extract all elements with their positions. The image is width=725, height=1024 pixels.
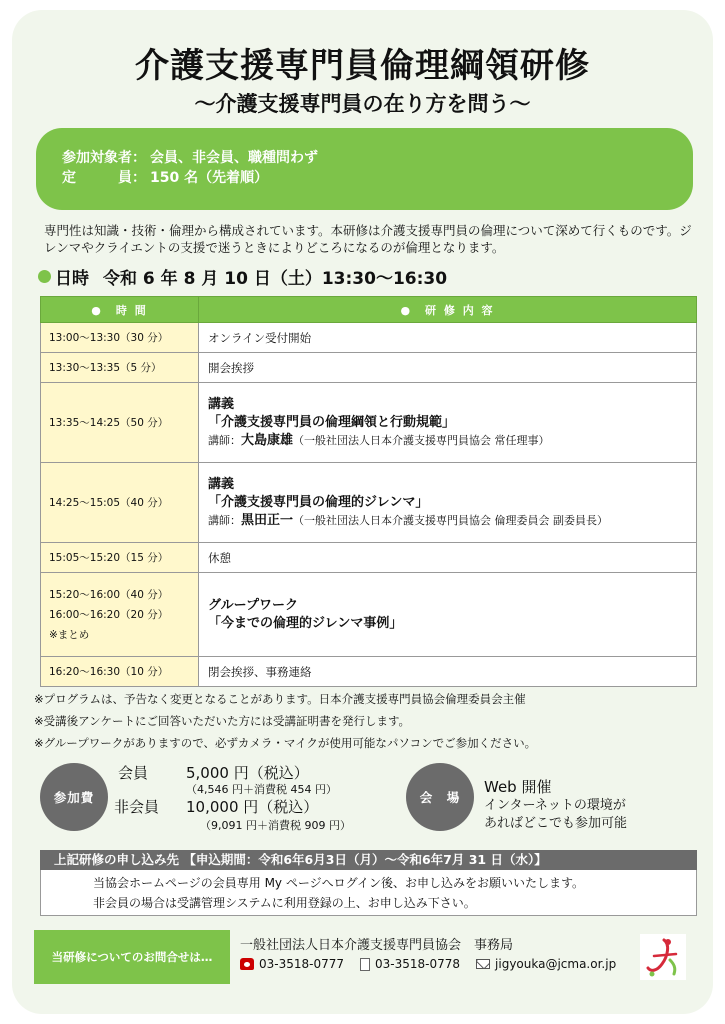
date-label: 日時 xyxy=(55,269,89,289)
venue-sub-line: あればどこでも参加可能 xyxy=(484,816,628,831)
note-item: ※グループワークがありますので、必ずカメラ・マイクが使用可能なパソコンでご参加ください。 xyxy=(34,736,537,750)
content-cell: 開会挨拶 xyxy=(199,353,697,383)
table-row xyxy=(41,463,697,543)
member-fee-breakdown: （4,546 円＋消費税 454 円） xyxy=(186,783,337,796)
time-cell: 16:20～16:30（10 分） xyxy=(41,657,199,687)
date-value: 令和 6 年 8 月 10 日（土）13:30～16:30 xyxy=(103,269,448,289)
fax-item xyxy=(360,957,460,971)
session-topic: 「今までの倫理的ジレンマ事例」 xyxy=(208,615,403,631)
apply-line: 当協会ホームページの会員専用 My ページへログイン後、お申し込みをお願いいたします。 xyxy=(93,876,585,890)
session-type: 講義 xyxy=(208,396,235,412)
email-address[interactable]: jigyouka@jcma.or.jp xyxy=(495,957,617,971)
lecturer-prefix: 講師： xyxy=(208,433,241,447)
telephone-icon xyxy=(240,958,254,970)
session-type: 講義 xyxy=(208,476,235,492)
fee-badge: 参加費 xyxy=(40,763,108,831)
lecturer-line xyxy=(208,512,696,530)
intro-text: 専門性は知識・技術・倫理から構成されています。本研修は介護支援専門員の倫理について深めて行くものです。ジレンマやクライエントの支援で迷うときによりどころになるのが倫理となります。 xyxy=(44,223,692,255)
bullet-dot-icon xyxy=(38,270,51,283)
lecturer-line xyxy=(208,432,696,450)
apply-line: 非会員の場合は受講管理システムに利用登録の上、お申し込み下さい。 xyxy=(93,896,476,910)
inquiry-label: 当研修についてのお問合せは… xyxy=(34,930,230,984)
content-cell xyxy=(199,383,697,463)
capacity-value: 150 名（先着順） xyxy=(150,170,269,186)
table-row xyxy=(41,573,697,657)
content-cell: 閉会挨拶、事務連絡 xyxy=(199,657,697,687)
venue-sub-text xyxy=(484,797,627,833)
apply-body xyxy=(40,870,697,916)
date-line xyxy=(38,264,447,289)
note-item: ※受講後アンケートにご回答いただいた方には受講証明書を発行します。 xyxy=(34,714,411,728)
notes-list xyxy=(34,688,536,754)
inquiry-org: 一般社団法人日本介護支援専門員協会 事務局 xyxy=(240,938,514,953)
schedule-header-row xyxy=(41,297,697,323)
page-title: 介護支援専門員倫理綱領研修 xyxy=(135,46,590,86)
venue-sub-line: インターネットの環境が xyxy=(484,798,626,813)
audience-value: 会員、非会員、職種問わず xyxy=(150,150,318,166)
venue-main-text: Web 開催 xyxy=(484,778,552,796)
capacity-label: 定 員： xyxy=(62,170,146,186)
time-cell: 13:00～13:30（30 分） xyxy=(41,323,199,353)
session-topic: 「介護支援専門員の倫理的ジレンマ」 xyxy=(208,494,429,510)
content-cell: オンライン受付開始 xyxy=(199,323,697,353)
capacity-row xyxy=(62,168,693,188)
table-row xyxy=(41,353,697,383)
page-subtitle: ～介護支援専門員の在り方を問う～ xyxy=(194,92,531,116)
content-cell xyxy=(199,573,697,657)
time-line: 16:00～16:20（20 分） xyxy=(49,608,169,621)
nonmember-fee-label: 非会員 xyxy=(114,798,160,816)
nonmember-fee-price: 10,000 円（税込） xyxy=(186,798,319,816)
jcma-logo-icon xyxy=(640,934,686,980)
time-line: 15:20～16:00（40 分） xyxy=(49,588,169,601)
email-item[interactable] xyxy=(476,957,616,971)
time-line: ※まとめ xyxy=(49,628,90,641)
table-row xyxy=(41,543,697,573)
member-fee-label: 会員 xyxy=(118,764,149,782)
note-item: ※プログラムは、予告なく変更となることがあります。日本介護支援専門員協会倫理委員会主催 xyxy=(34,692,526,706)
inquiry-contacts xyxy=(240,957,632,971)
schedule-table xyxy=(40,296,697,687)
tel-number: 03-3518-0777 xyxy=(259,957,345,971)
session-type: グループワーク xyxy=(208,597,298,613)
table-row xyxy=(41,657,697,687)
fax-icon xyxy=(360,958,370,971)
content-cell xyxy=(199,463,697,543)
lecturer-affiliation: （一般社団法人日本介護支援専門員協会 常任理事） xyxy=(293,433,550,447)
mail-icon xyxy=(476,959,490,969)
fax-number: 03-3518-0778 xyxy=(375,957,461,971)
lecturer-name: 大島康雄 xyxy=(241,432,294,448)
time-cell xyxy=(41,573,199,657)
member-fee-price: 5,000 円（税込） xyxy=(186,764,309,782)
tel-item xyxy=(240,957,344,971)
apply-header: 上記研修の申し込み先 【申込期間：令和6年6月3日（月）～令和6年7月 31 日（水）】 xyxy=(40,850,697,870)
nonmember-fee-breakdown: （9,091 円＋消費税 909 円） xyxy=(200,819,351,832)
audience-row xyxy=(62,148,693,168)
target-info-box xyxy=(36,128,693,210)
time-cell: 15:05～15:20（15 分） xyxy=(41,543,199,573)
time-cell: 13:30～13:35（5 分） xyxy=(41,353,199,383)
audience-label: 参加対象者： xyxy=(62,150,146,166)
table-row xyxy=(41,383,697,463)
lecturer-name: 黒田正一 xyxy=(241,512,294,528)
content-cell: 休憩 xyxy=(199,543,697,573)
time-cell: 13:35～14:25（50 分） xyxy=(41,383,199,463)
time-cell: 14:25～15:05（40 分） xyxy=(41,463,199,543)
table-row xyxy=(41,323,697,353)
time-column-header: ● 時 間 xyxy=(41,297,199,323)
venue-badge: 会 場 xyxy=(406,763,474,831)
lecturer-affiliation: （一般社団法人日本介護支援専門員協会 倫理委員会 副委員長） xyxy=(293,513,609,527)
session-topic: 「介護支援専門員の倫理綱領と行動規範」 xyxy=(208,414,456,430)
lecturer-prefix: 講師： xyxy=(208,513,241,527)
content-column-header: ● 研 修 内 容 xyxy=(199,297,697,323)
